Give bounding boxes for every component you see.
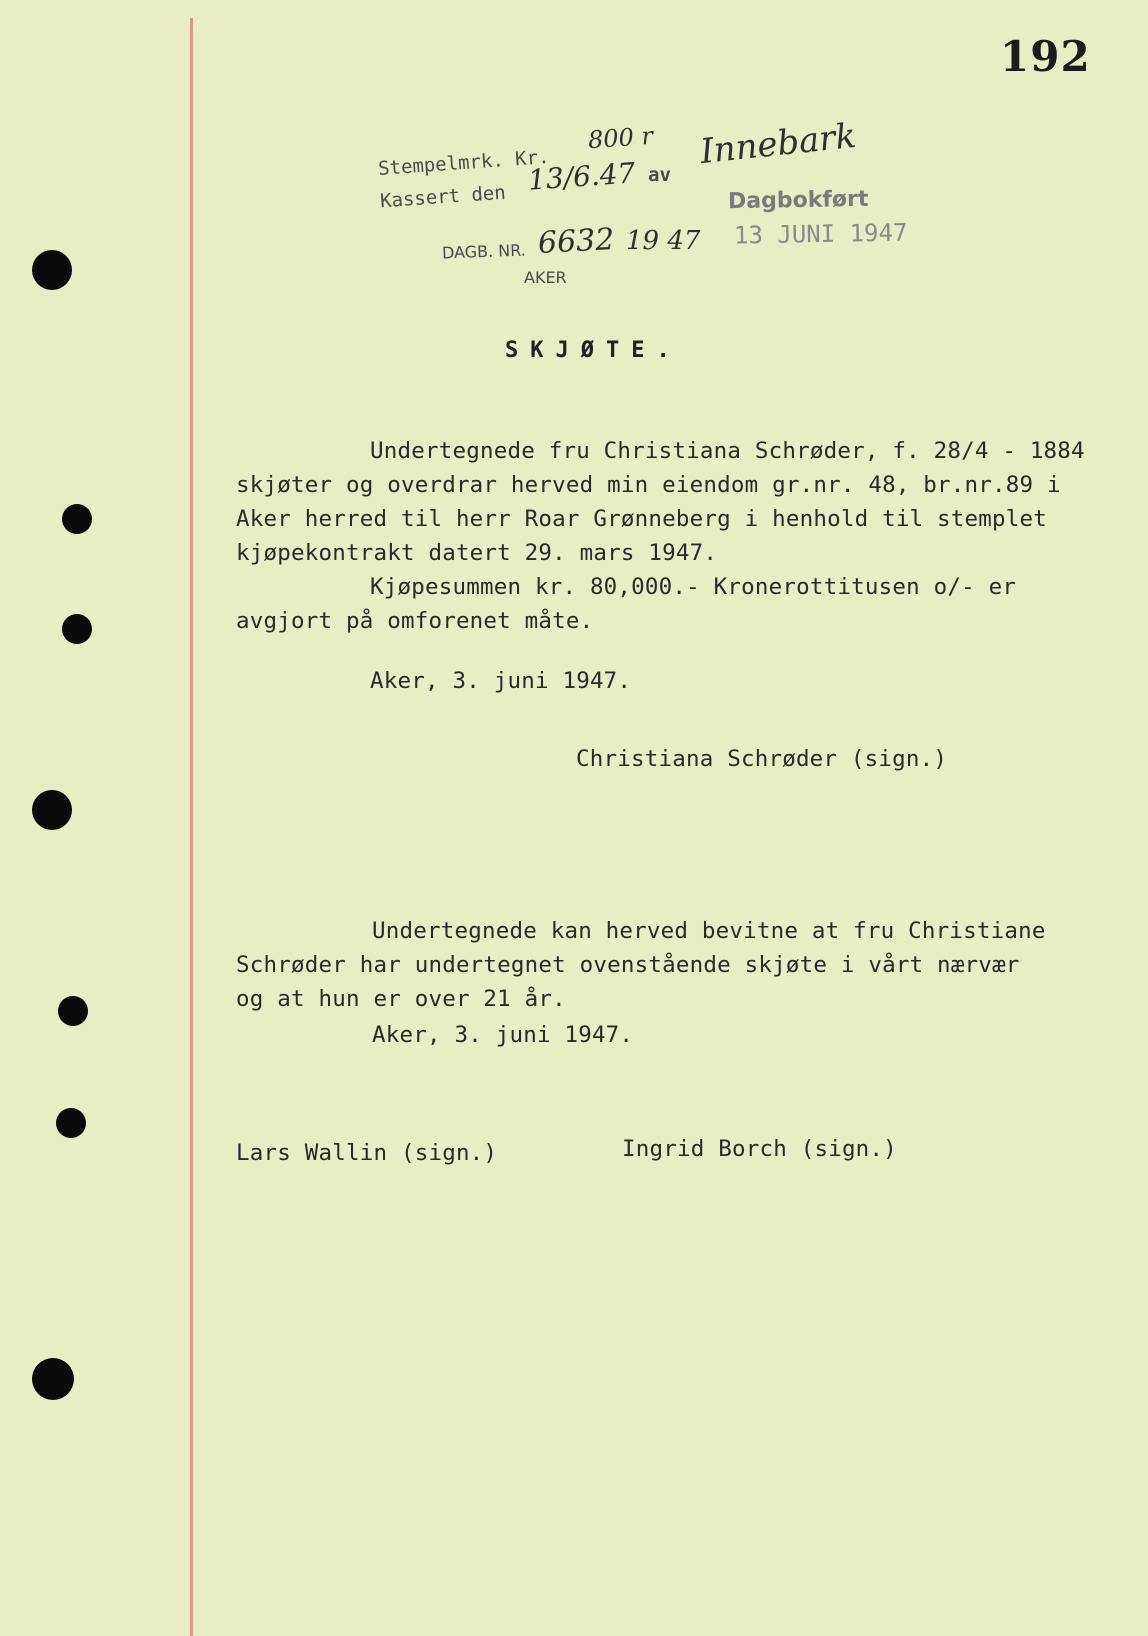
page-number: 192 [1000, 32, 1091, 81]
handwritten-note: Innebark [698, 115, 858, 173]
body-line: Schrøder har undertegnet ovenstående skjøte i vårt nærvær [236, 952, 1020, 978]
punch-hole [62, 614, 92, 644]
punch-hole [56, 1108, 86, 1138]
body-line: Kjøpesummen kr. 80,000.- Kronerottitusen o/- er [370, 574, 1017, 600]
punch-hole [32, 790, 72, 830]
margin-rule [190, 18, 193, 1636]
punch-hole [58, 996, 88, 1026]
body-line: Undertegnede kan herved bevitne at fru Christiane [372, 918, 1046, 944]
dagbokfort-date: 13 JUNI 1947 [733, 218, 908, 250]
body-line: avgjort på omforenet måte. [236, 608, 594, 634]
punch-hole [32, 1358, 74, 1400]
witness-signature: Ingrid Borch (sign.) [622, 1136, 897, 1162]
body-line: Undertegnede fru Christiana Schrøder, f. 28/4 - 1884 [370, 438, 1085, 464]
place-date-line: Aker, 3. juni 1947. [372, 1022, 634, 1048]
stempelmerke-label: Stempelmrk. Kr. [377, 146, 551, 180]
dagb-number: 6632 [537, 222, 616, 261]
body-line: og at hun er over 21 år. [236, 986, 566, 1012]
dagb-year: 19 47 [626, 226, 701, 256]
signature-line: Christiana Schrøder (sign.) [576, 746, 948, 772]
punch-hole [32, 250, 72, 290]
dagbokfort-label: Dagbokført [727, 186, 869, 215]
kassert-date: 13/6.47 [526, 156, 637, 197]
body-line: skjøter og overdrar herved min eiendom gr.nr. 48, br.nr.89 i [236, 472, 1061, 498]
place-date-line: Aker, 3. juni 1947. [370, 668, 632, 694]
kassert-av: av [648, 164, 671, 186]
kassert-label: Kassert den [379, 181, 507, 213]
stempelmerke-amount: 800 r [587, 121, 654, 155]
punch-hole [62, 504, 92, 534]
witness-signature: Lars Wallin (sign.) [236, 1140, 498, 1166]
aker-stamp: AKER [524, 268, 567, 287]
body-line: Aker herred til herr Roar Grønneberg i henhold til stemplet [236, 506, 1048, 532]
dagb-nr-label: DAGB. NR. [441, 240, 527, 263]
body-line: kjøpekontrakt datert 29. mars 1947. [236, 540, 718, 566]
document-title: SKJØTE. [505, 338, 682, 363]
